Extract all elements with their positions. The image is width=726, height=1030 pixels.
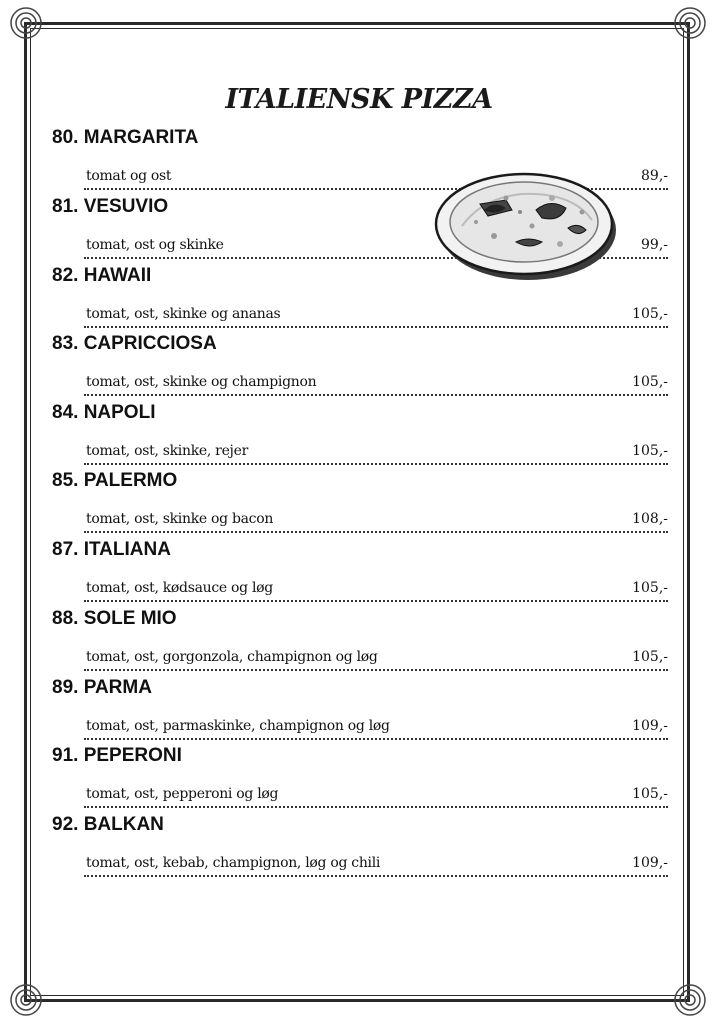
menu-item-description: tomat, ost og skinke — [86, 237, 224, 253]
menu-item — [0, 469, 726, 537]
menu-item — [0, 676, 726, 744]
menu-item — [0, 607, 726, 675]
menu-item-row — [84, 853, 668, 877]
menu-item — [0, 332, 726, 400]
menu-item-row — [84, 304, 668, 328]
menu-item-price: 109,- — [632, 855, 668, 871]
menu-item-name: 89. PARMA — [52, 677, 152, 698]
page-title: ITALIENSK PIZZA — [225, 84, 493, 115]
menu-item-price: 99,- — [641, 237, 668, 253]
menu-item-description: tomat, ost, skinke og bacon — [86, 511, 274, 527]
menu-item-name: 80. MARGARITA — [52, 127, 199, 148]
menu-item-name: 91. PEPERONI — [52, 745, 182, 766]
menu-item-price: 105,- — [632, 786, 668, 802]
menu-item-description: tomat, ost, kebab, champignon, løg og chili — [86, 855, 381, 871]
menu-item-row — [84, 509, 668, 533]
menu-item-description: tomat, ost, skinke og champignon — [86, 374, 317, 390]
menu-item-description: tomat, ost, kødsauce og løg — [86, 580, 273, 596]
menu-item-name: 85. PALERMO — [52, 470, 178, 491]
menu-item — [0, 813, 726, 881]
menu-item-row — [84, 372, 668, 396]
menu-item-price: 105,- — [632, 374, 668, 390]
menu-item-row — [84, 578, 668, 602]
menu-item-price: 105,- — [632, 306, 668, 322]
menu-item-row — [84, 647, 668, 671]
menu-item-name: 81. VESUVIO — [52, 196, 169, 217]
menu-item-name: 88. SOLE MIO — [52, 608, 177, 629]
menu-item — [0, 744, 726, 812]
menu-item-price: 105,- — [632, 580, 668, 596]
menu-item-name: 87. ITALIANA — [52, 539, 171, 560]
menu-item-name: 83. CAPRICCIOSA — [52, 333, 217, 354]
pizza-illustration-icon — [432, 168, 620, 286]
menu-item-description: tomat, ost, skinke og ananas — [86, 306, 281, 322]
menu-item-description: tomat, ost, parmaskinke, champignon og løg — [86, 718, 390, 734]
menu-item-description: tomat, ost, gorgonzola, champignon og løg — [86, 649, 378, 665]
menu-item-description: tomat, ost, pepperoni og løg — [86, 786, 279, 802]
menu-item-row — [84, 784, 668, 808]
menu-item-name: 84. NAPOLI — [52, 402, 156, 423]
menu-item-price: 108,- — [632, 511, 668, 527]
menu-item-price: 105,- — [632, 649, 668, 665]
menu-item — [0, 401, 726, 469]
menu-item — [0, 538, 726, 606]
menu-item-row — [84, 441, 668, 465]
menu-item-row — [84, 716, 668, 740]
menu-item-name: 92. BALKAN — [52, 814, 164, 835]
menu-item-price: 89,- — [641, 168, 668, 184]
menu-item-name: 82. HAWAII — [52, 265, 152, 286]
menu-item-description: tomat, ost, skinke, rejer — [86, 443, 248, 459]
menu-item-price: 109,- — [632, 718, 668, 734]
menu-item-description: tomat og ost — [86, 168, 172, 184]
menu-item-price: 105,- — [632, 443, 668, 459]
